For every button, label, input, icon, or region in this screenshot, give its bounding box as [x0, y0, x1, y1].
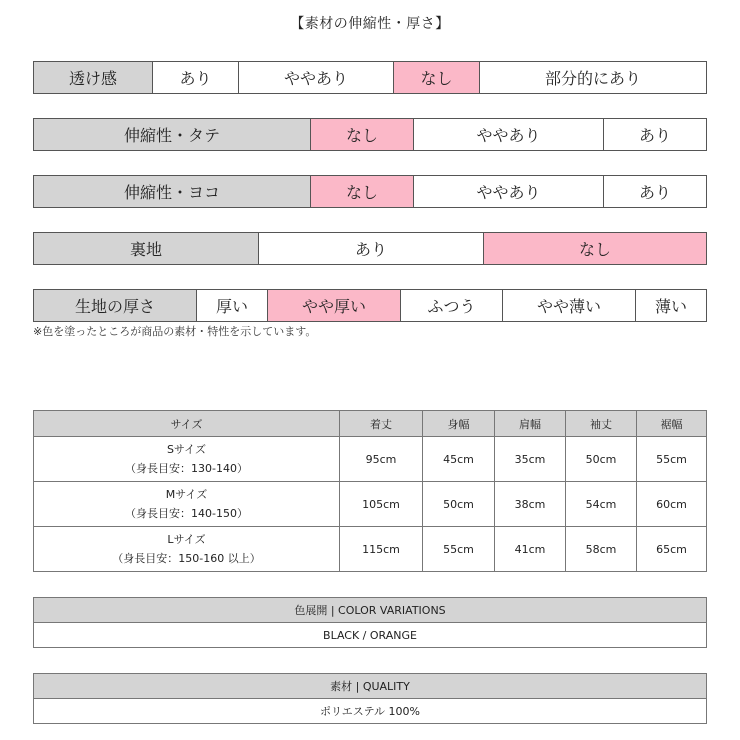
- page-title: 【素材の伸縮性・厚さ】: [290, 16, 450, 32]
- size-height-guide: （身長目安：140-150）: [125, 507, 248, 520]
- size-name: Sサイズ: [166, 443, 207, 456]
- attr-option: 部分的にあり: [480, 62, 707, 94]
- attr-label: 生地の厚さ: [34, 290, 197, 322]
- header-sleeve: 袖丈: [566, 411, 637, 437]
- attr-option-selected: やや厚い: [268, 290, 401, 322]
- size-value: 38cm: [495, 482, 566, 527]
- legend-note: ※色を塗ったところが商品の素材・特性を示しています。: [33, 325, 317, 338]
- size-height-guide: （身長目安：150-160 以上）: [112, 552, 261, 565]
- attr-option: 厚い: [197, 290, 268, 322]
- size-value: 50cm: [423, 482, 495, 527]
- size-name-cell: [34, 482, 340, 527]
- size-name-cell: [34, 527, 340, 572]
- table-row: [34, 527, 707, 572]
- attr-option: ふつう: [401, 290, 503, 322]
- size-value: 54cm: [566, 482, 637, 527]
- attr-option: ややあり: [414, 176, 604, 208]
- color-variations-value: BLACK / ORANGE: [34, 623, 707, 648]
- attr-option: 薄い: [636, 290, 707, 322]
- attr-row-stretch-horizontal: [33, 175, 707, 208]
- size-name: Mサイズ: [165, 488, 208, 501]
- quality-value: ポリエステル 100%: [34, 699, 707, 724]
- size-value: 55cm: [637, 437, 707, 482]
- header-length: 着丈: [340, 411, 423, 437]
- attr-option: ややあり: [414, 119, 604, 151]
- color-variations-table: [33, 597, 707, 648]
- attr-row-thickness: [33, 289, 707, 322]
- size-height-guide: （身長目安：130-140）: [125, 462, 248, 475]
- header-width: 身幅: [423, 411, 495, 437]
- attr-label: 透け感: [34, 62, 153, 94]
- attr-row-stretch-vertical: [33, 118, 707, 151]
- size-value: 41cm: [495, 527, 566, 572]
- attr-row-transparency: [33, 61, 707, 94]
- size-value: 55cm: [423, 527, 495, 572]
- size-value: 60cm: [637, 482, 707, 527]
- attr-option: あり: [259, 233, 484, 265]
- color-variations-header: 色展開 | COLOR VARIATIONS: [34, 598, 707, 623]
- size-name: Lサイズ: [167, 533, 206, 546]
- size-table: [33, 410, 707, 572]
- header-hem: 裾幅: [637, 411, 707, 437]
- quality-table: [33, 673, 707, 724]
- size-value: 65cm: [637, 527, 707, 572]
- header-shoulder: 肩幅: [495, 411, 566, 437]
- size-value: 45cm: [423, 437, 495, 482]
- attr-option-selected: なし: [311, 119, 414, 151]
- size-value: 115cm: [340, 527, 423, 572]
- attr-option-selected: なし: [311, 176, 414, 208]
- attr-option-selected: なし: [394, 62, 480, 94]
- attr-option: ややあり: [239, 62, 394, 94]
- attr-label: 裏地: [34, 233, 259, 265]
- attr-option-selected: なし: [484, 233, 707, 265]
- attr-option: やや薄い: [503, 290, 636, 322]
- size-value: 58cm: [566, 527, 637, 572]
- attr-option: あり: [153, 62, 239, 94]
- attr-label: 伸縮性・ヨコ: [34, 176, 311, 208]
- attr-label: 伸縮性・タテ: [34, 119, 311, 151]
- size-value: 35cm: [495, 437, 566, 482]
- attr-option: あり: [604, 176, 707, 208]
- table-row: [34, 437, 707, 482]
- size-value: 95cm: [340, 437, 423, 482]
- size-value: 50cm: [566, 437, 637, 482]
- size-table-header: [34, 411, 707, 437]
- quality-header: 素材 | QUALITY: [34, 674, 707, 699]
- attr-option: あり: [604, 119, 707, 151]
- size-name-cell: [34, 437, 340, 482]
- size-value: 105cm: [340, 482, 423, 527]
- header-size: サイズ: [34, 411, 340, 437]
- attr-row-lining: [33, 232, 707, 265]
- table-row: [34, 482, 707, 527]
